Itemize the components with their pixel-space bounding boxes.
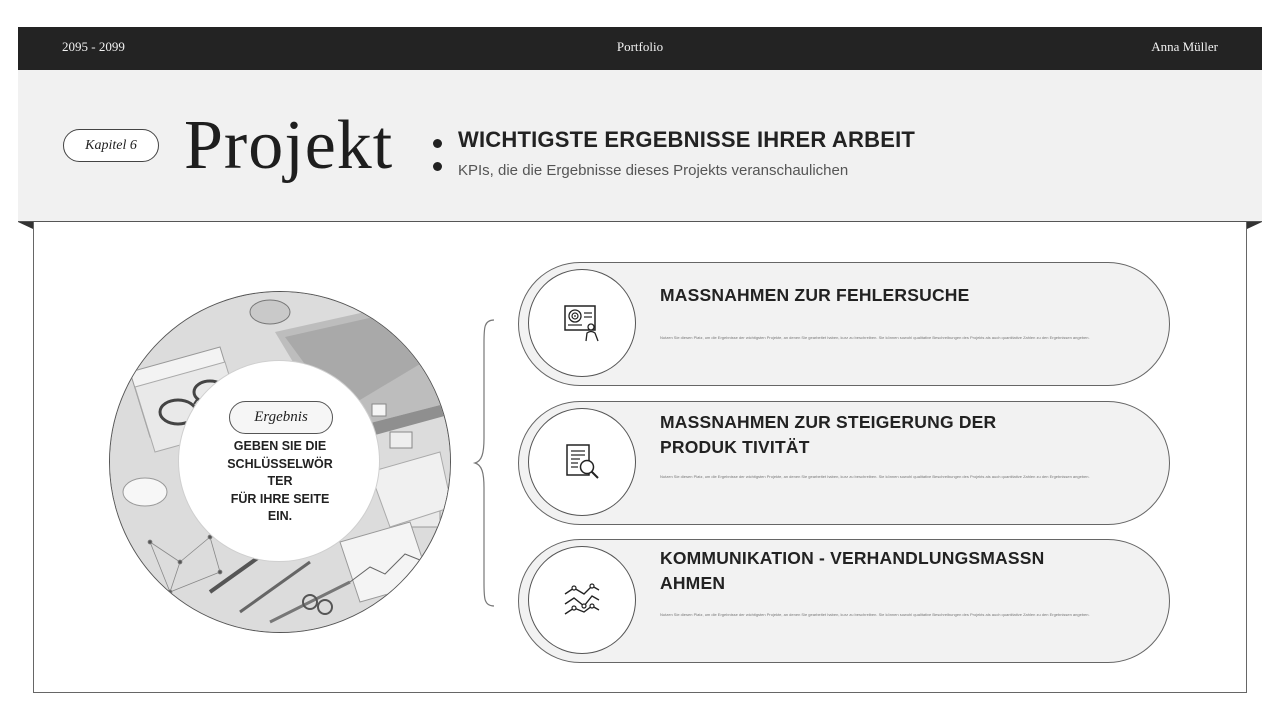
result-badge: Ergebnis <box>229 401 333 434</box>
result-card-communication <box>518 539 1170 663</box>
main-heading: WICHTIGSTE ERGEBNISSE IHRER ARBEIT <box>458 127 916 152</box>
card-description: Nutzen Sie diesen Platz, um die Ergebnisse der wichtigsten Projekte, an denen Sie gearbeitet haben, kurz zu beschreiben. Sie können sowohl qualitative Beschreibungen des Projekts als auch quantitative Zahlen zu den Ergebnissen angeben. <box>660 335 1090 340</box>
card-title: KOMMUNIKATION - VERHANDLUNGSMASSN AHMEN <box>660 548 1045 593</box>
colon-dot-top <box>433 139 442 148</box>
chapter-badge: Kapitel 6 <box>63 129 159 162</box>
header-fold-right <box>1247 222 1262 229</box>
line-chart-icon <box>528 546 636 654</box>
header-fold-left <box>18 222 33 229</box>
section-label: Portfolio <box>616 39 664 54</box>
colon-dot-bottom <box>433 162 442 171</box>
card-description: Nutzen Sie diesen Platz, um die Ergebnisse der wichtigsten Projekte, an denen Sie gearbeitet haben, kurz zu beschreiben. Sie können sowohl qualitative Beschreibungen des Projekts als auch quantitative Zahlen zu den Ergebnissen angeben. <box>660 474 1090 479</box>
card-title: MASSNAHMEN ZUR FEHLERSUCHE <box>660 285 970 305</box>
result-card-productivity <box>518 401 1170 525</box>
page-title: Projekt <box>184 107 394 184</box>
target-presentation-icon <box>528 269 636 377</box>
author-label: Anna Müller <box>1151 39 1218 54</box>
curly-brace <box>472 318 496 608</box>
result-card-troubleshooting <box>518 262 1170 386</box>
subheading: KPIs, die die Ergebnisse dieses Projekts veranschaulichen <box>458 162 849 179</box>
document-search-icon <box>528 408 636 516</box>
years-label: 2095 - 2099 <box>62 39 125 54</box>
top-bar <box>18 27 1262 70</box>
card-title: MASSNAHMEN ZUR STEIGERUNG DER PRODUK TIVITÄT <box>660 412 997 457</box>
keywords-text: GEBEN SIE DIE SCHLÜSSELWÖR TER FÜR IHRE SEITE EIN. <box>227 439 333 523</box>
card-description: Nutzen Sie diesen Platz, um die Ergebnisse der wichtigsten Projekte, an denen Sie gearbeitet haben, kurz zu beschreiben. Sie können sowohl qualitative Beschreibungen des Projekts als auch quantitative Zahlen zu den Ergebnissen angeben. <box>660 612 1090 617</box>
